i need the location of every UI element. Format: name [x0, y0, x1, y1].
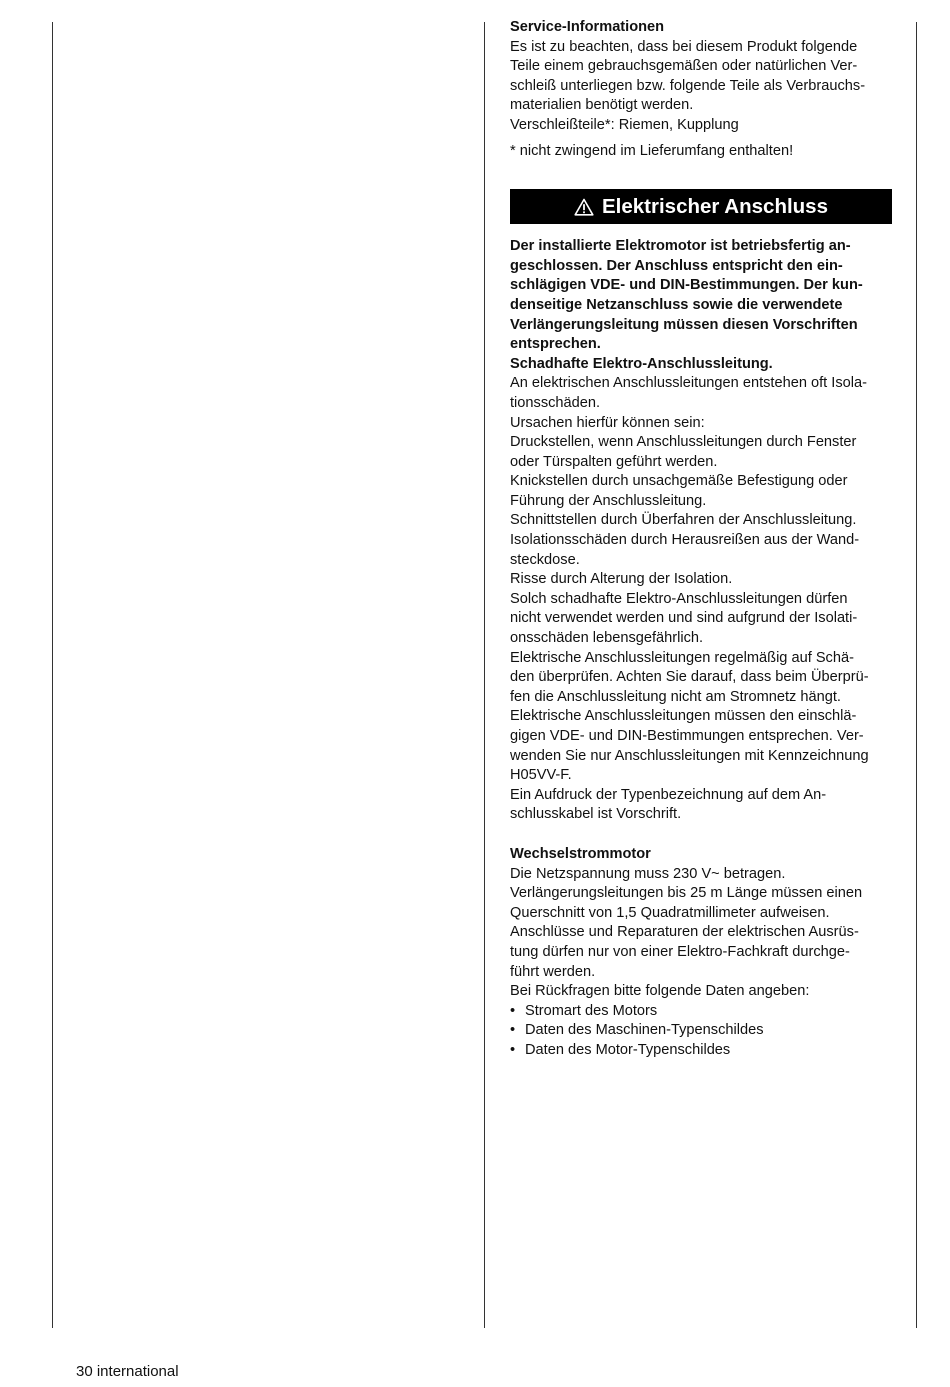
intro-line: Der installierte Elektromotor ist betriebsfertig an- [510, 238, 851, 255]
ac-motor-section [510, 845, 892, 1061]
banner-title: Elektrischer Anschluss [602, 194, 828, 218]
body-line: steckdose. [510, 551, 580, 568]
body-line: Solch schadhafte Elektro-Anschlussleitungen dürfen [510, 590, 848, 607]
electrical-section [510, 237, 892, 825]
body-line: Knickstellen durch unsachgemäße Befestigung oder [510, 473, 848, 490]
body-line: Ursachen hierfür können sein: [510, 414, 705, 431]
page-footer: 30 international [76, 1363, 179, 1380]
right-column [510, 18, 892, 1061]
right-margin-rule [916, 22, 917, 1328]
body-line: Ein Aufdruck der Typenbezeichnung auf dem An- [510, 786, 827, 803]
service-line: materialien benötigt werden. [510, 97, 694, 114]
body-line: Führung der Anschlussleitung. [510, 492, 707, 509]
body-line: den überprüfen. Achten Sie darauf, dass beim Überprü- [510, 669, 869, 686]
service-heading: Service-Informationen [510, 19, 665, 35]
body-line: Isolationsschäden durch Herausreißen aus der Wand- [510, 532, 860, 549]
bullet-icon: • [510, 1022, 516, 1039]
list-item-text: Daten des Motor-Typenschildes [525, 1041, 731, 1058]
body-line: oder Türspalten geführt werden. [510, 453, 718, 470]
body-line: fen die Anschlussleitung nicht am Stromnetz hängt. [510, 688, 841, 705]
section-banner [510, 189, 892, 224]
intro-line: entsprechen. [510, 336, 601, 353]
intro-line: geschlossen. Der Anschluss entspricht den ein- [510, 257, 843, 274]
body-line: gigen VDE- und DIN-Bestimmungen entsprechen. Ver- [510, 728, 864, 744]
body-line: An elektrischen Anschlussleitungen entstehen oft Isola- [510, 375, 867, 392]
body-line: Druckstellen, wenn Anschlussleitungen durch Fenster [510, 434, 857, 451]
body-line: Elektrische Anschlussleitungen regelmäßig auf Schä- [510, 649, 854, 666]
body-line: führt werden. [510, 963, 596, 980]
cable-subheading: Schadhafte Elektro-Anschlussleitung. [510, 355, 773, 372]
body-line: Querschnitt von 1,5 Quadratmillimeter aufweisen. [510, 904, 830, 921]
intro-line: denseitige Netzanschluss sowie die verwendete [510, 296, 843, 313]
body-line: Elektrische Anschlussleitungen müssen den einschlä- [510, 708, 857, 725]
body-line: onsschäden lebensgefährlich. [510, 630, 704, 647]
left-margin-rule [52, 22, 53, 1328]
body-line: Risse durch Alterung der Isolation. [510, 571, 733, 588]
data-list [510, 1002, 892, 1061]
service-section [510, 18, 892, 161]
body-line: wenden Sie nur Anschlussleitungen mit Kennzeichnung [510, 747, 869, 764]
body-line: Verlängerungsleitungen bis 25 m Länge müssen einen [510, 885, 863, 902]
body-line: schlusskabel ist Vorschrift. [510, 806, 682, 823]
body-line: tionsschäden. [510, 394, 601, 411]
list-item-text: Stromart des Motors [525, 1002, 658, 1019]
body-line: nicht verwendet werden und sind aufgrund der Isolati- [510, 610, 858, 627]
service-line: schleiß unterliegen bzw. folgende Teile als Verbrauchs- [510, 77, 866, 94]
bullet-icon: • [510, 1002, 516, 1019]
service-footnote: * nicht zwingend im Lieferumfang enthalten! [510, 142, 794, 159]
body-line: tung dürfen nur von einer Elektro-Fachkraft durchge- [510, 943, 850, 960]
service-line: Teile einem gebrauchsgemäßen oder natürlichen Ver- [510, 58, 858, 75]
intro-line: Verlängerungsleitung müssen diesen Vorschriften [510, 316, 858, 333]
body-line: Schnittstellen durch Überfahren der Anschlussleitung. [510, 512, 857, 529]
list-item [510, 1041, 892, 1061]
bullet-icon: • [510, 1041, 516, 1058]
service-line: Verschleißteile*: Riemen, Kupplung [510, 116, 739, 133]
list-item-text: Daten des Maschinen-Typenschildes [525, 1022, 764, 1039]
list-item [510, 1021, 892, 1041]
list-item [510, 1002, 892, 1022]
intro-line: schlägigen VDE- und DIN-Bestimmungen. Der kun- [510, 277, 863, 294]
body-line: Anschlüsse und Reparaturen der elektrischen Ausrüs- [510, 924, 859, 941]
ac-motor-heading: Wechselstrommotor [510, 845, 651, 862]
warning-triangle-icon [574, 198, 594, 216]
body-line: Bei Rückfragen bitte folgende Daten angeben: [510, 983, 810, 1000]
body-line: Die Netzspannung muss 230 V~ betragen. [510, 865, 786, 882]
column-divider-rule [484, 22, 485, 1328]
service-line: Es ist zu beachten, dass bei diesem Produkt folgende [510, 38, 858, 55]
body-line: H05VV-F. [510, 767, 572, 784]
